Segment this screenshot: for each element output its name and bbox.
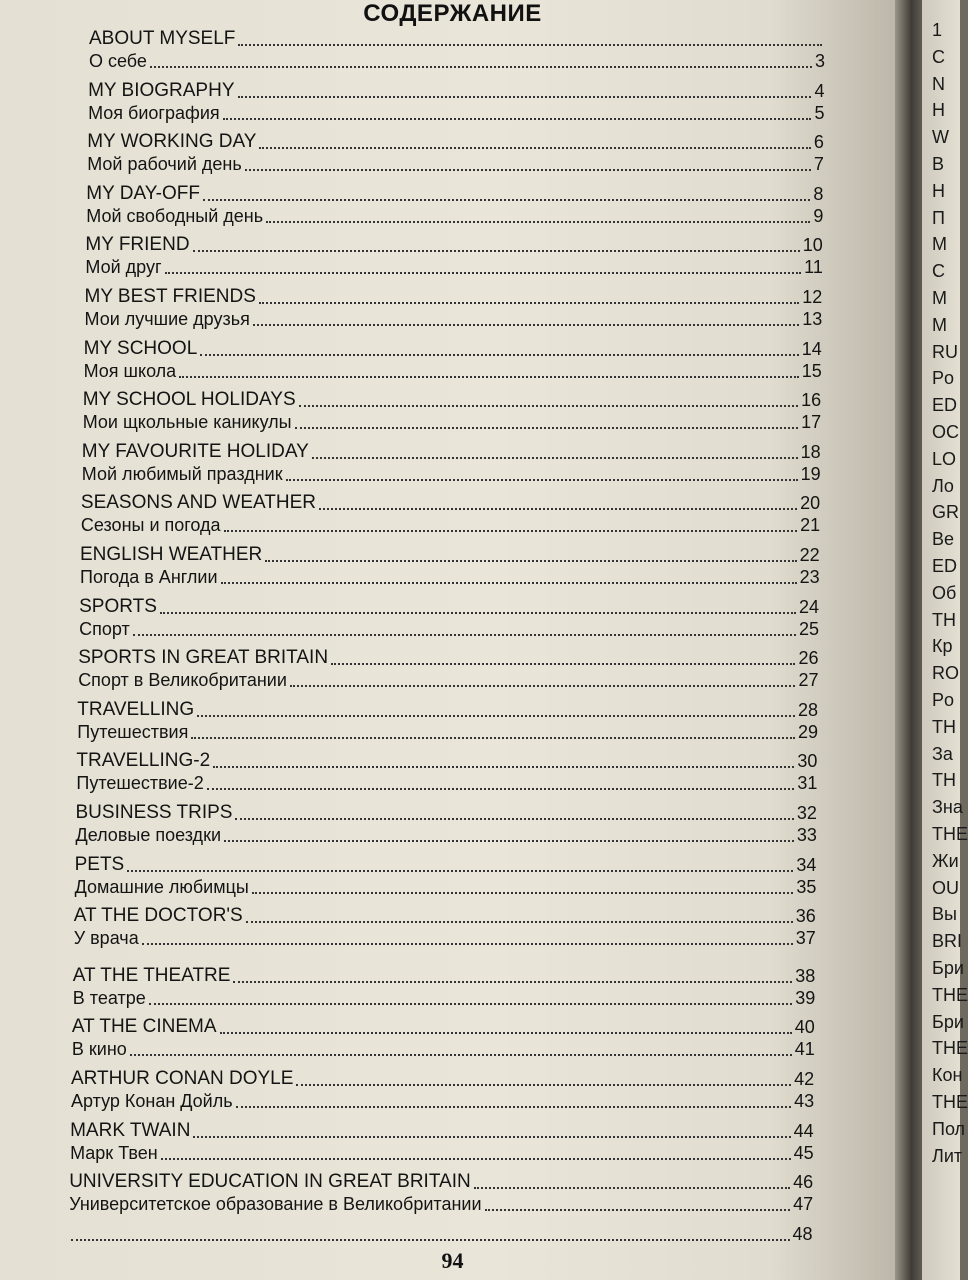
toc-entry-2-russian-leader	[245, 169, 811, 171]
right-page-fragment: W	[932, 127, 949, 148]
right-page-fragment: M	[932, 288, 947, 308]
toc-entry-18-russian-title: В театре	[72, 987, 146, 1008]
toc-entry-10-english	[80, 546, 820, 566]
toc-entry-22-english-leader	[474, 1187, 790, 1189]
right-page-fragment: 1	[932, 20, 943, 40]
toc-entry-1-english-title: MY BIOGRAPHY	[88, 79, 235, 101]
toc-entry-7-english-leader	[299, 405, 799, 407]
toc-entry-23-english-page: 48	[792, 1223, 813, 1244]
toc-entry-9-english	[81, 494, 820, 514]
toc-entry-0-russian-title: О себе	[89, 51, 147, 71]
toc-entry-7-russian-leader	[295, 427, 799, 429]
toc-entry-6-russian-leader	[179, 376, 799, 378]
toc-entry-16-english-page: 34	[796, 854, 817, 875]
toc-entry-13-russian-title: Путешествия	[77, 721, 189, 742]
toc-entry-12-russian-page: 27	[798, 670, 819, 691]
toc-entry-7-english-page: 16	[801, 390, 822, 411]
toc-entry-20-russian-title: Артур Конан Дойль	[71, 1091, 233, 1111]
toc-entry-2-english-page: 6	[813, 132, 824, 153]
toc-entry-9-russian-leader	[224, 530, 798, 532]
toc-entry-20-english-page: 42	[794, 1069, 815, 1089]
toc-entry-16-english-leader	[127, 870, 793, 872]
toc-entry-8-russian-leader	[286, 479, 798, 481]
toc-entry-1-english	[88, 79, 825, 102]
toc-entry-4-russian-page: 11	[804, 257, 823, 278]
toc-entry-4-english-page: 10	[802, 235, 823, 256]
right-page-fragment: THE	[932, 1092, 968, 1112]
toc-entry-18-english-leader	[233, 981, 792, 983]
toc-entry-2-russian-page: 7	[813, 154, 824, 175]
toc-entry-6-russian-title: Моя школа	[83, 360, 177, 381]
toc-entry-5-english-page: 12	[802, 287, 823, 307]
right-page-fragment: Кон	[932, 1065, 963, 1086]
toc-entry-2-english-title: MY WORKING DAY	[87, 131, 257, 153]
toc-entry-15-english-title: BUSINESS TRIPS	[75, 802, 233, 823]
toc-entry-5-russian-title: Мои лучшие друзья	[84, 309, 250, 329]
right-page-fragment: За	[932, 743, 953, 764]
toc-entry-15-russian	[76, 826, 817, 846]
toc-entry-16-russian	[75, 878, 817, 898]
toc-entry-12-english-page: 26	[798, 648, 819, 669]
right-page-fragment: Be	[932, 529, 955, 550]
toc-entry-15-english-page: 32	[796, 803, 817, 823]
toc-entry-14-english-title: TRAVELLING-2	[76, 750, 211, 772]
toc-entry-6-russian-page: 15	[801, 360, 822, 381]
toc-entry-4-english-leader	[193, 250, 800, 252]
toc-entry-6-english-title: MY SCHOOL	[83, 337, 198, 359]
toc-entry-3-russian-leader	[266, 221, 810, 223]
toc-entry-19-english-page: 40	[794, 1017, 815, 1038]
toc-entry-22-english	[69, 1173, 813, 1193]
toc-entry-21-english-title: MARK TWAIN	[70, 1119, 191, 1141]
toc-entry-1-russian	[88, 104, 824, 124]
toc-entry-18-russian-page: 39	[795, 987, 816, 1008]
toc-entry-20-english-leader	[296, 1084, 791, 1086]
toc-entry-16-russian-title: Домашние любимцы	[74, 876, 249, 897]
toc-entry-12-english	[78, 649, 818, 669]
toc-entry-0-english-leader	[238, 44, 822, 46]
toc-entry-7-russian	[83, 413, 822, 433]
right-page-fragment: TH	[932, 770, 956, 791]
toc-entry-1-russian-title: Моя биография	[88, 102, 220, 123]
right-page-fragment: Кр	[932, 636, 953, 657]
right-page-fragment: LO	[932, 448, 957, 469]
toc-entry-19-russian-leader	[130, 1054, 792, 1056]
right-page-fragment: THE	[932, 824, 968, 844]
toc-entry-11-english-page: 24	[799, 596, 820, 617]
toc-entry-4-english-title: MY FRIEND	[85, 234, 190, 256]
toc-entry-8-english-leader	[312, 457, 798, 459]
toc-entry-8-russian-title: Мой любимый праздник	[81, 463, 283, 484]
toc-entry-17-russian	[74, 929, 816, 949]
toc-entry-6-english-leader	[200, 354, 798, 356]
toc-entry-20-russian	[71, 1092, 814, 1112]
right-page-fragment: BRI	[932, 931, 963, 952]
toc-entry-11-english-leader	[160, 612, 796, 614]
right-page-fragment: THE	[932, 1038, 968, 1059]
right-page-fragment: H	[932, 180, 945, 201]
toc-entry-3-russian-page: 9	[813, 205, 824, 226]
toc-entry-13-english	[77, 698, 818, 721]
toc-entry-14-russian-leader	[207, 788, 795, 790]
toc-entry-11-russian-page: 25	[799, 618, 820, 639]
toc-entry-13-russian-page: 29	[797, 721, 818, 742]
toc-entry-11-english-title: SPORTS	[79, 595, 157, 617]
toc-entry-11-russian-leader	[133, 634, 796, 636]
toc-entry-10-russian-page: 23	[799, 567, 820, 587]
toc-entry-5-english-leader	[259, 302, 799, 304]
toc-entry-19-russian-title: В кино	[71, 1039, 127, 1060]
toc-entry-22-russian-leader	[485, 1209, 791, 1211]
toc-entry-2-russian-title: Мой рабочий день	[87, 154, 242, 175]
toc-entry-8-english-page: 18	[800, 441, 821, 462]
toc-entry-9-english-page: 20	[800, 493, 821, 514]
toc-entry-0-russian	[89, 52, 825, 72]
toc-entry-16-russian-leader	[252, 892, 793, 894]
toc-entry-12-russian	[78, 671, 818, 691]
toc-entry-20-russian-leader	[236, 1106, 792, 1108]
toc-entry-13-russian-leader	[191, 737, 795, 739]
toc-entry-1-english-leader	[238, 96, 812, 98]
toc-entry-8-english-title: MY FAVOURITE HOLIDAY	[81, 440, 309, 462]
toc-entry-14-english	[76, 752, 817, 772]
toc-entry-21-russian	[70, 1144, 814, 1164]
toc-entry-21-russian-title: Марк Твен	[70, 1142, 158, 1163]
right-page-fragment: M	[932, 234, 947, 255]
toc-entry-16-english	[74, 853, 817, 876]
right-page-fragment: M	[932, 314, 947, 335]
right-page-fragment: Ло	[932, 475, 954, 496]
toc-entry-3-english	[86, 182, 824, 205]
book-page-right	[922, 0, 968, 1280]
right-page-fragment: Po	[932, 690, 955, 710]
right-page-fragment: Зна	[932, 797, 963, 818]
toc-entry-15-english	[76, 804, 817, 824]
right-page-fragment: TH	[932, 716, 956, 737]
toc-entry-21-english	[70, 1119, 814, 1142]
toc-entry-18-english-title: AT THE THEATRE	[72, 964, 231, 986]
toc-entry-12-russian-leader	[290, 685, 796, 687]
toc-entry-17-english-leader	[246, 921, 793, 923]
toc-entry-7-english	[83, 391, 822, 411]
toc-entry-0-english	[89, 30, 825, 50]
toc-entry-15-russian-leader	[224, 840, 794, 842]
right-page-fragment: N	[932, 73, 945, 94]
toc-entry-4-russian-title: Мой друг	[85, 257, 162, 278]
right-page-fragment: Вы	[932, 904, 957, 925]
toc-entry-19-english-title: AT THE CINEMA	[71, 1016, 217, 1038]
right-page-fragment: GR	[932, 502, 959, 523]
toc-entry-10-russian	[80, 568, 820, 588]
toc-entry-10-english-leader	[265, 560, 796, 562]
toc-entry-23-english	[68, 1225, 812, 1245]
toc-entry-4-english	[85, 236, 822, 256]
toc-entry-21-russian-leader	[161, 1158, 791, 1160]
right-page-fragment: C	[932, 261, 945, 282]
toc-entry-12-english-leader	[331, 663, 795, 665]
toc-entry-17-russian-title: У врача	[73, 928, 139, 949]
toc-entry-19-russian	[72, 1040, 815, 1060]
toc-entry-13-english-title: TRAVELLING	[77, 698, 195, 720]
toc-entry-18-russian-leader	[149, 1003, 792, 1005]
toc-entry-3-english-page: 8	[813, 183, 824, 204]
right-page-fragment: ED	[932, 556, 958, 576]
toc-entry-14-russian-page: 31	[797, 773, 818, 794]
toc-entry-22-english-title: UNIVERSITY EDUCATION IN GREAT BRITAIN	[69, 1171, 471, 1193]
toc-entry-22-english-page: 46	[793, 1172, 814, 1193]
toc-entry-7-english-title: MY SCHOOL HOLIDAYS	[82, 389, 296, 411]
toc-entry-5-english-title: MY BEST FRIENDS	[84, 286, 256, 307]
toc-entry-10-russian-title: Погода в Англии	[80, 567, 218, 587]
toc-entry-9-russian	[81, 516, 820, 536]
toc-entry-1-english-page: 4	[814, 80, 825, 101]
right-page-fragment: C	[932, 46, 945, 67]
toc-entry-9-english-leader	[319, 508, 797, 510]
toc-entry-9-english-title: SEASONS AND WEATHER	[80, 492, 316, 514]
right-page-fragment: B	[932, 154, 945, 174]
toc-entry-20-english-title: ARTHUR CONAN DOYLE	[71, 1068, 294, 1089]
toc-entry-10-english-title: ENGLISH WEATHER	[80, 544, 263, 565]
toc-entry-19-english-leader	[220, 1032, 792, 1034]
right-page-fragment: OC	[932, 422, 959, 442]
right-page-fragment: Лит	[932, 1145, 963, 1166]
toc-entry-14-english-page: 30	[797, 751, 818, 772]
toc-entry-20-russian-page: 43	[794, 1091, 815, 1111]
toc-entry-4-russian	[85, 258, 822, 278]
right-page-fragment: Об	[932, 582, 957, 603]
toc-entry-19-russian-page: 41	[794, 1039, 815, 1060]
toc-entry-6-russian	[84, 362, 822, 382]
right-page-fragment: Жи	[932, 850, 959, 871]
toc-entry-2-english-leader	[259, 147, 810, 149]
toc-entry-9-russian-title: Сезоны и погода	[80, 515, 221, 536]
toc-entry-18-english	[72, 964, 816, 987]
toc-entry-1-russian-leader	[223, 118, 812, 120]
toc-entry-21-english-leader	[193, 1136, 790, 1138]
toc-entry-3-english-leader	[203, 199, 810, 201]
right-page-fragment: TH	[932, 609, 956, 630]
book-spine	[895, 0, 925, 1280]
right-page-fragment: OU	[932, 877, 959, 898]
toc-entry-0-russian-page: 3	[814, 51, 825, 71]
toc-entry-19-english	[72, 1018, 815, 1038]
right-page-fragment: RO	[932, 663, 959, 684]
page-number: 94	[441, 1248, 464, 1273]
right-page-fragment: Бри	[932, 958, 964, 978]
toc-entry-5-russian-page: 13	[802, 309, 823, 329]
toc-entry-7-russian-page: 17	[801, 412, 822, 433]
toc-entry-11-english	[79, 595, 820, 618]
toc-entry-6-english-page: 14	[801, 338, 822, 359]
toc-entry-3-english-title: MY DAY-OFF	[86, 182, 200, 204]
right-page-fragment: THE	[932, 984, 968, 1005]
toc-entry-12-english-title: SPORTS IN GREAT BRITAIN	[78, 647, 329, 669]
toc-entry-13-russian	[77, 723, 818, 743]
right-page-fragment: Пол	[932, 1118, 966, 1139]
toc-entry-17-english-page: 36	[795, 906, 816, 927]
toc-entry-14-russian	[76, 774, 817, 794]
toc-entry-9-russian-page: 21	[800, 515, 821, 536]
toc-entry-14-english-leader	[213, 766, 794, 768]
right-page-fragment: Po	[932, 368, 955, 389]
toc-entry-21-russian-page: 45	[793, 1142, 814, 1163]
toc-entry-18-russian	[73, 989, 815, 1009]
toc-entry-22-russian-page: 47	[793, 1194, 814, 1215]
toc-entry-6-english	[83, 337, 822, 360]
toc-entry-13-english-leader	[197, 715, 795, 717]
toc-entry-11-russian	[79, 620, 819, 640]
toc-entry-3-russian-title: Мой свободный день	[86, 205, 264, 226]
right-page-fragment: ED	[932, 395, 958, 416]
right-page-fragment: Бри	[932, 1011, 964, 1032]
toc-entry-22-russian	[69, 1195, 813, 1215]
toc-entry-7-russian-title: Мои щкольные каникулы	[82, 412, 292, 433]
toc-entry-16-english-title: PETS	[74, 853, 125, 875]
toc-entry-13-english-page: 28	[797, 699, 818, 720]
right-page-fragment: П	[932, 207, 945, 228]
toc-entry-18-english-page: 38	[795, 965, 816, 986]
toc-entry-15-russian-page: 33	[796, 825, 817, 845]
toc-entry-1-russian-page: 5	[814, 102, 825, 123]
toc-entry-15-english-leader	[235, 818, 793, 820]
toc-entry-17-english	[74, 907, 816, 927]
toc-entry-17-russian-leader	[142, 943, 793, 945]
toc-entry-22-russian-title: Университетское образование в Великобритании	[69, 1194, 482, 1215]
toc-entry-3-russian	[86, 207, 823, 227]
toc-entry-17-russian-page: 37	[795, 928, 816, 949]
toc-entry-10-russian-leader	[221, 582, 797, 584]
toc-entry-10-english-page: 22	[799, 545, 820, 565]
page-title: СОДЕРЖАНИЕ	[363, 0, 542, 27]
toc-entry-21-english-page: 44	[793, 1120, 814, 1141]
table-of-contents	[0, 28, 905, 1244]
toc-entry-15-russian-title: Деловые поездки	[75, 825, 221, 845]
toc-entry-0-russian-leader	[150, 66, 812, 68]
toc-entry-20-english	[71, 1070, 814, 1090]
toc-entry-11-russian-title: Спорт	[79, 618, 130, 639]
toc-entry-12-russian-title: Спорт в Великобритании	[78, 670, 287, 691]
toc-entry-5-english	[85, 288, 823, 308]
toc-entry-17-english-title: AT THE DOCTOR'S	[73, 905, 243, 927]
toc-entry-2-russian	[87, 155, 824, 175]
toc-entry-2-english	[87, 133, 824, 153]
toc-entry-14-russian-title: Путешествие-2	[76, 773, 204, 794]
toc-entry-4-russian-leader	[165, 272, 802, 274]
right-page-fragment: H	[932, 100, 945, 121]
toc-entry-8-russian	[82, 465, 821, 485]
toc-entry-0-english-title: ABOUT MYSELF	[89, 28, 236, 49]
right-page-fragment: RU	[932, 341, 958, 362]
toc-entry-8-english	[81, 440, 821, 463]
toc-entry-5-russian	[85, 310, 823, 330]
toc-entry-23-english-leader	[71, 1239, 789, 1241]
toc-entry-16-russian-page: 35	[796, 876, 817, 897]
toc-entry-8-russian-page: 19	[800, 463, 821, 484]
toc-entry-5-russian-leader	[253, 324, 799, 326]
